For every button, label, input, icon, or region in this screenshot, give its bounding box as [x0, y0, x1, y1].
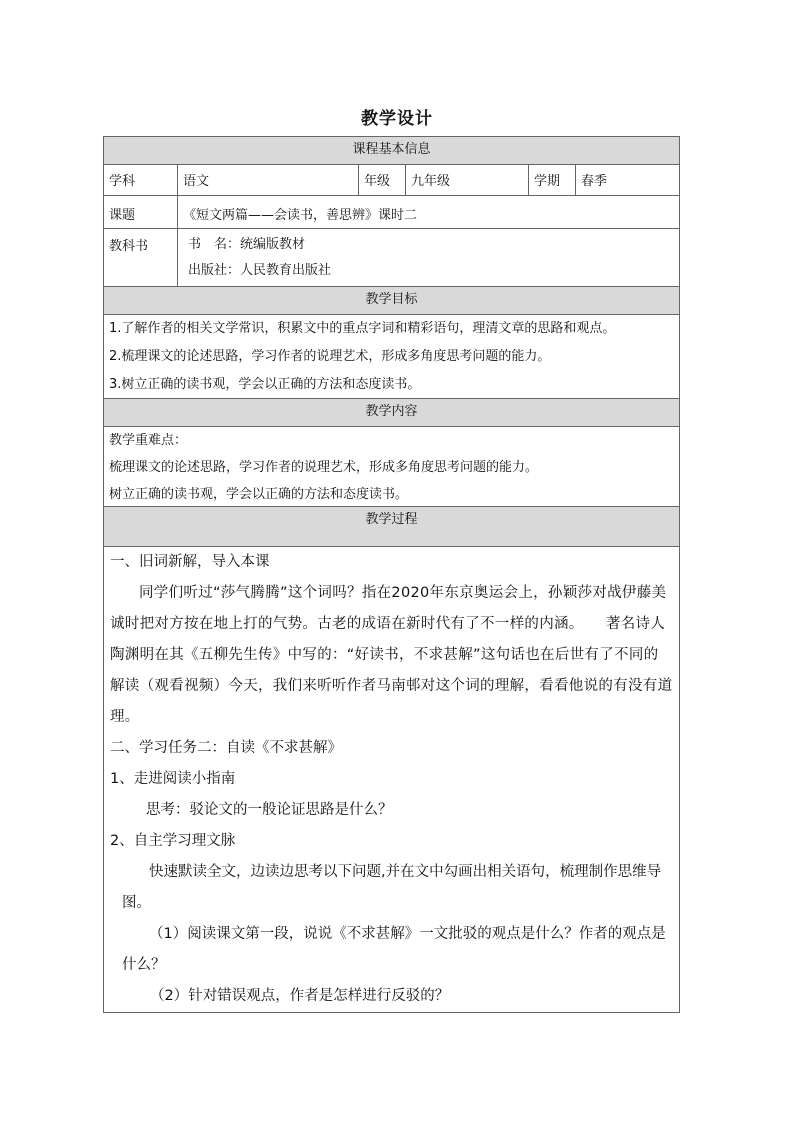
textbook-label: 教科书: [109, 239, 149, 254]
textbook-info: [177, 229, 679, 286]
grade-label: 年级: [358, 165, 405, 195]
content-header: 教学内容: [104, 399, 679, 427]
goal-item: 3.树立正确的读书观，学会以正确的方法和态度读书。: [109, 377, 421, 392]
subject-value: 语文: [177, 165, 358, 195]
section-heading-2: 二、学习任务二：自读《不求甚解》: [110, 740, 342, 756]
topic-value: 《短文两篇——会读书，善思辨》课时二: [177, 196, 679, 228]
goal-item: 2.梳理课文的论述思路，学习作者的说理艺术，形成多角度思考问题的能力。: [109, 349, 551, 364]
book-name: 书 名：统编版教材: [188, 237, 306, 252]
topic-label: 课题: [109, 208, 136, 223]
publisher: 出版社：人民教育出版社: [188, 263, 332, 278]
section-heading-1: 一、旧词新解，导入本课: [110, 554, 270, 570]
question-2: （2）针对错误观点，作者是怎样进行反驳的？: [150, 988, 450, 1004]
goal-item: 1.了解作者的相关文学常识，积累文中的重点字词和精彩语句，理清文章的思路和观点。: [109, 321, 616, 336]
question-1: （1）阅读课文第一段，说说《不求甚解》一文批驳的观点是什么？作者的观点是什么？: [122, 926, 666, 973]
step-2-heading: 2、自主学习理文脉: [110, 833, 236, 849]
basic-info-header: 课程基本信息: [104, 137, 679, 165]
goals-header: 教学目标: [104, 287, 679, 315]
intro-paragraph: 同学们听过“莎气腾腾”这个词吗？指在2020年东京奥运会上，孙颖莎对战伊藤美诚时把对方按在地上打的气势。古老的成语在新时代有了不一样的内涵。 著名诗人陶渊明在其《五柳先生传》中写的：“好读书，不求甚解”这句话也在后世有了不同的解读（观看视频）今天，我们来听听作者马南邨对这个词的理解，看看他说的有没有道理。: [110, 585, 673, 725]
document-title: 教学设计: [361, 109, 433, 129]
content-line: 教学重难点：: [109, 433, 188, 448]
term-label: 学期: [528, 165, 575, 195]
content-line: 梳理课文的论述思路，学习作者的说理艺术，形成多角度思考问题的能力。: [109, 460, 539, 475]
content-body: [104, 427, 679, 507]
reading-instruction: 快速默读全文，边读边思考以下问题,并在文中勾画出相关语句，梳理制作思维导图。: [122, 864, 662, 911]
content-line: 树立正确的读书观，学会以正确的方法和态度读书。: [109, 487, 409, 502]
subject-label: 学科: [109, 174, 136, 189]
process-body: [104, 547, 679, 1012]
step-1-heading: 1、走进阅读小指南: [110, 771, 236, 787]
goals-list: [104, 315, 679, 399]
lesson-plan-table: [103, 136, 680, 1013]
process-header: 教学过程: [104, 507, 679, 547]
think-question: 思考：驳论文的一般论证思路是什么？: [146, 802, 393, 818]
term-value: 春季: [575, 165, 679, 195]
textbook-row: [104, 229, 679, 287]
basic-info-row: [104, 165, 679, 196]
grade-value: 九年级: [405, 165, 528, 195]
topic-row: [104, 196, 679, 229]
